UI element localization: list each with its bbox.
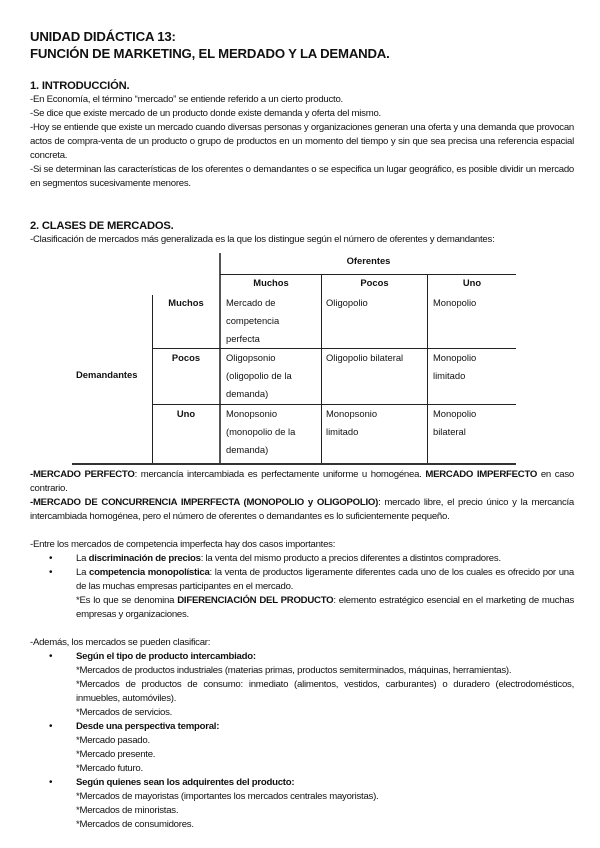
- section-introduccion: [30, 79, 574, 191]
- differentiation-note: *Es lo que se denomina DIFERENCIACIÓN DEL PRODUCTO: elemento estratégico esencial en el marketing de muchas empresas y organizaciones.: [76, 595, 575, 620]
- row-header-pocos: Pocos: [171, 352, 201, 363]
- list-item: • Desde una perspectiva temporal: *Mercado pasado. *Mercado presente. *Mercado futuro.: [76, 720, 574, 776]
- intro-paragraph: -Se dice que existe mercado de un producto donde existe demanda y oferta del mismo.: [30, 108, 381, 119]
- table-divider: [72, 463, 516, 465]
- concurrencia-imperfecta-definition: -MERCADO DE CONCURRENCIA IMPERFECTA (MONOPOLIO y OLIGOPOLIO): mercado libre, el precio único y la mercancía intercambiada homogénea, pero el número de oferentes o demandantes es lo suficientemente pequeño.: [30, 497, 575, 522]
- list-item: • La discriminación de precios: la venta del mismo producto a precios diferentes a distintos compradores.: [76, 552, 574, 566]
- imperfect-cases-intro: -Entre los mercados de competencia imperfecta hay dos casos importantes:: [30, 539, 336, 550]
- title-line-1: UNIDAD DIDÁCTICA 13:: [30, 29, 176, 44]
- document-title: [30, 28, 574, 62]
- demandantes-header: Demandantes: [76, 369, 138, 380]
- table-cell: Monopolio bilateral: [433, 408, 477, 437]
- table-cell: Monopolio limitado: [433, 352, 477, 381]
- list-item: • La competencia monopolística: la venta de productos ligeramente diferentes cada uno de los cuales es ofrecido por una de las muchas empresas participantes en el mercado. *Es lo que se denomina DIFERENCIACIÓN DEL PRODUCTO: elemento estratégico esencial en el marketing de muchas empresas y organizaciones.: [76, 566, 574, 622]
- intro-paragraph: -Si se determinan las características de los oferentes o demandantes o se especifica un lugar geográfico, es posible dividir un mercado en segmentos sucesivamente menores.: [30, 164, 574, 189]
- row-header-muchos: Muchos: [168, 297, 204, 308]
- oferentes-header: Oferentes: [346, 255, 391, 266]
- title-line-2: FUNCIÓN DE MARKETING, EL MERDADO Y LA DEMANDA.: [30, 46, 390, 61]
- table-cell: Monopsonio limitado: [326, 408, 378, 437]
- column-header-pocos: Pocos: [360, 277, 389, 288]
- table-cell: Oligopsonio (oligopolio de la demanda): [226, 352, 292, 399]
- column-header-uno: Uno: [462, 277, 482, 288]
- list-item: • Según quienes sean los adquirentes del producto: *Mercados de mayoristas (importantes los mercados centrales mayoristas). *Mercados de minoristas. *Mercados de consumidores.: [76, 776, 574, 832]
- list-item: • Según el tipo de producto intercambiado: *Mercados de productos industriales (materias primas, productos semiterminados, máquinas, herramientas). *Mercados de productos de consumo: inmediato (alimentos, vestidos, carburantes) o duradero (electrodomésticos, inmuebles, automóviles). *Mercados de servicios.: [76, 650, 574, 720]
- row-header-uno: Uno: [176, 408, 196, 419]
- imperfect-cases-list: [30, 552, 574, 622]
- classification-intro: -Clasificación de mercados más generalizada es la que los distingue según el número de oferentes y demandantes:: [30, 234, 495, 245]
- table-divider: [427, 275, 428, 465]
- classification-list: [30, 650, 574, 832]
- section-2-heading: 2. CLASES DE MERCADOS.: [30, 220, 174, 232]
- table-divider: [152, 295, 153, 465]
- document-page: [30, 28, 574, 832]
- intro-paragraph: -Hoy se entiende que existe un mercado cuando diversas personas y organizaciones generan una oferta y una demanda que provocan actos de compra-venta de un producto o grupo de productos en un momento del tiempo y sin que sea precisa una referencia espacial concreta.: [30, 122, 574, 161]
- section-clases-de-mercados: [30, 219, 574, 832]
- section-1-heading: 1. INTRODUCCIÓN.: [30, 80, 130, 92]
- market-classification-table: [0, 247, 600, 465]
- table-cell: Mercado de competencia perfecta: [226, 297, 280, 344]
- intro-paragraph: -En Economía, el término “mercado” se entiende referido a un cierto producto.: [30, 94, 343, 105]
- table-cell: Oligopolio: [326, 297, 368, 308]
- additional-classification-intro: -Además, los mercados se pueden clasificar:: [30, 637, 211, 648]
- table-cell: Monopsonio (monopolio de la demanda): [226, 408, 296, 455]
- mercado-perfecto-definition: -MERCADO PERFECTO: mercancía intercambiada es perfectamente uniforme u homogénea. MERCADO IMPERFECTO en caso contrario.: [30, 469, 574, 494]
- table-cell: Monopolio: [433, 297, 477, 308]
- table-cell: Oligopolio bilateral: [326, 352, 404, 363]
- column-header-muchos: Muchos: [253, 277, 289, 288]
- table-divider: [321, 275, 322, 465]
